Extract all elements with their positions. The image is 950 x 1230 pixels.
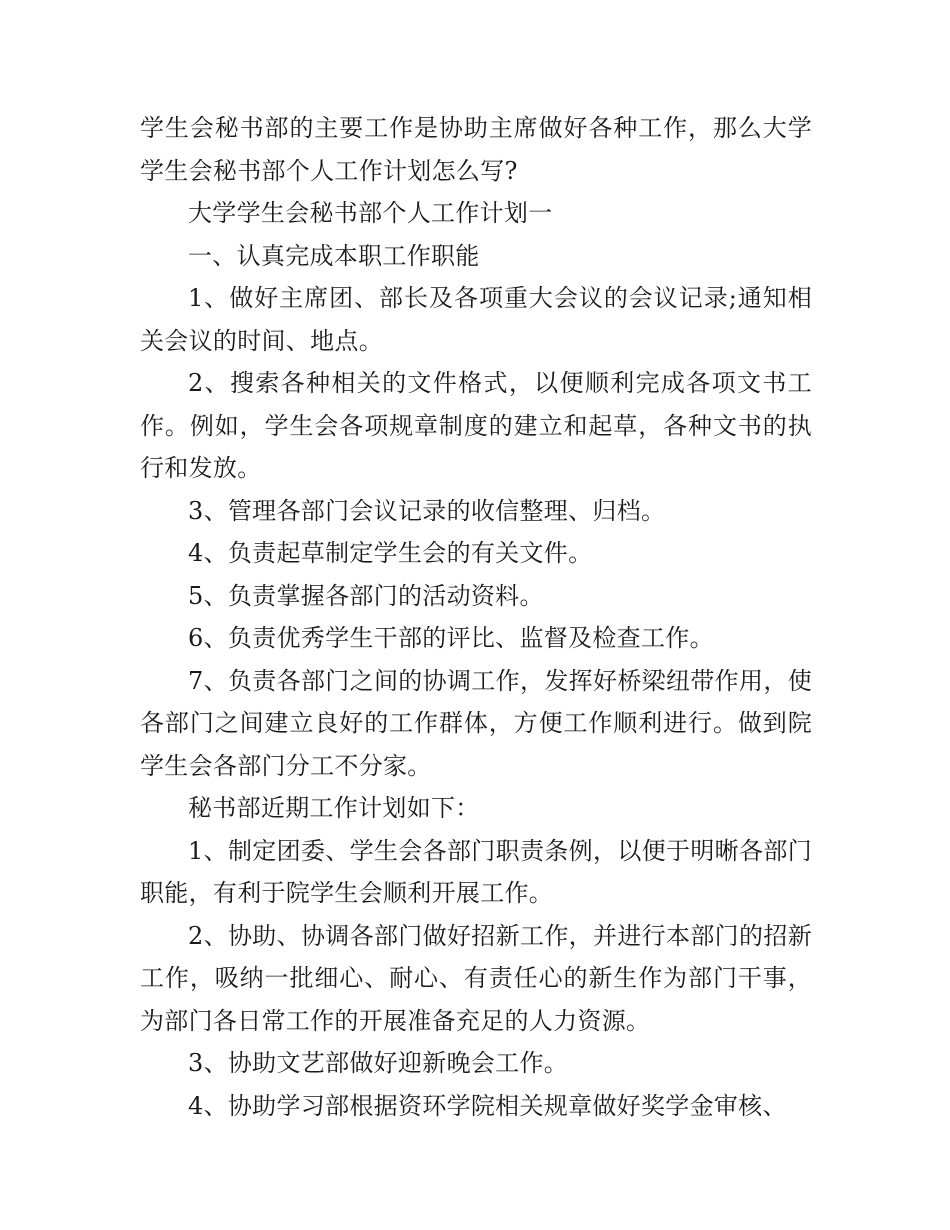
duty-item-3: 3、管理各部门会议记录的收信整理、归档。 [188, 496, 666, 525]
duty-item-6: 6、负责优秀学生干部的评比、监督及检查工作。 [188, 624, 714, 652]
plan-item-3: 3、协助文艺部做好迎新晚会工作。 [188, 1049, 569, 1077]
duty-item-4: 4、负责起草制定学生会的有关文件。 [188, 539, 593, 567]
plan-item-1: 1、制定团委、学生会各部门职责条例，以便于明晰各部门职能，有利于院学生会顺利开展工作。 [140, 836, 812, 907]
recent-plan-heading: 秘书部近期工作计划如下： [188, 794, 480, 822]
duty-item-1: 1、做好主席团、部长及各项重大会议的会议记录;通知相关会议的时间、地点。 [140, 284, 812, 355]
plan-item-4: 4、协助学习部根据资环学院相关规章做好奖学金审核、 [188, 1091, 787, 1120]
document-body [140, 107, 812, 1127]
plan-title: 大学学生会秘书部个人工作计划一 [188, 199, 553, 227]
duty-item-7: 7、负责各部门之间的协调工作，发挥好桥梁纽带作用，使各部门之间建立良好的工作群体，方便工作顺利进行。做到院学生会各部门分工不分家。 [140, 666, 812, 780]
intro-paragraph: 学生会秘书部的主要工作是协助主席做好各种工作，那么大学学生会秘书部个人工作计划怎么写? [140, 114, 812, 185]
plan-item-2: 2、协助、协调各部门做好招新工作，并进行本部门的招新工作，吸纳一批细心、耐心、有责任心的新生作为部门干事，为部门各日常工作的开展准备充足的人力资源。 [140, 921, 812, 1035]
duty-item-5: 5、负责掌握各部门的活动资料。 [188, 581, 544, 610]
section-heading: 一、认真完成本职工作职能 [188, 241, 480, 270]
duty-item-2: 2、搜索各种相关的文件格式，以便顺利完成各项文书工作。例如，学生会各项规章制度的建立和起草，各种文书的执行和发放。 [140, 369, 812, 482]
